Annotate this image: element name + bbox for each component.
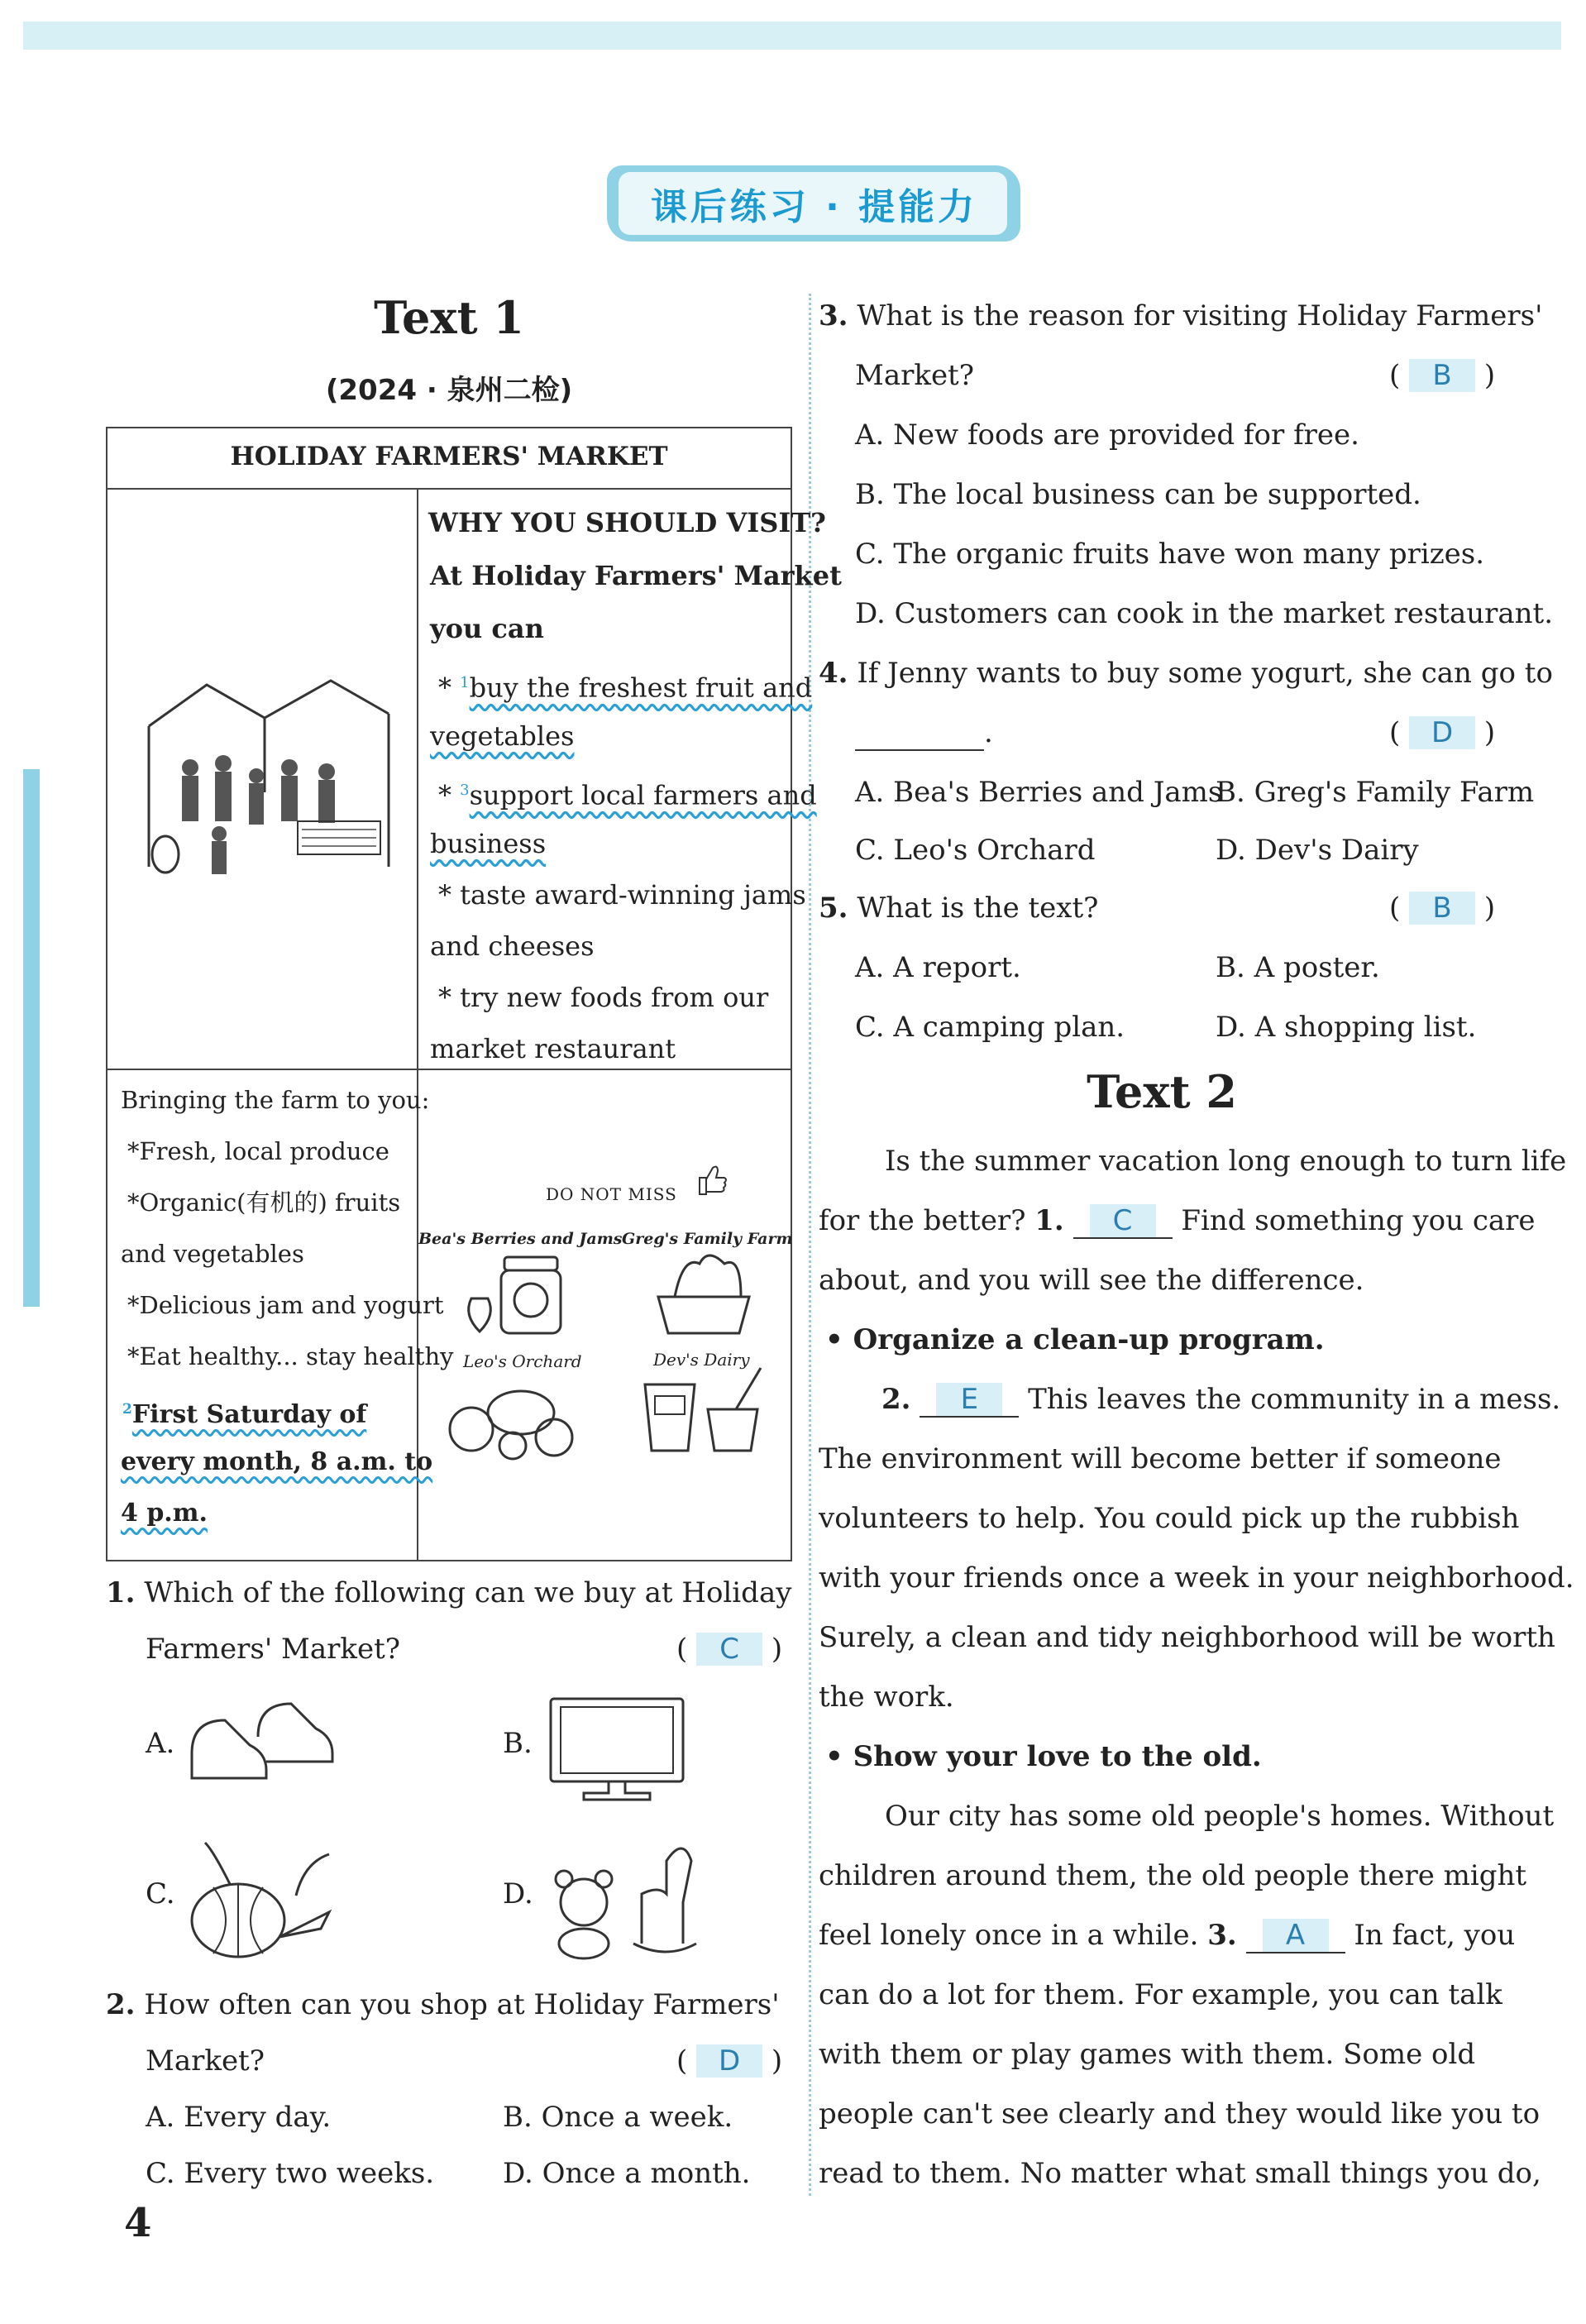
- vegetables-icon: [180, 1838, 337, 1962]
- page-left-tab: [23, 769, 40, 1307]
- q2-option-b[interactable]: B. Once a week.: [503, 2101, 733, 2134]
- why-item-4: * try new foods from our: [438, 982, 769, 1013]
- q3-answer: ( B ): [1389, 359, 1496, 392]
- q3-option-d[interactable]: D. Customers can cook in the market restaurant.: [855, 597, 1554, 630]
- text2-p2-l5: Surely, a clean and tidy neighborhood will be worth: [819, 1621, 1555, 1654]
- q5-stem: 5. What is the text?: [819, 892, 1099, 925]
- q5-option-a[interactable]: A. A report.: [855, 951, 1021, 984]
- text2-p2-l2: The environment will become better if someone: [819, 1442, 1502, 1475]
- text2-p3-l5: with them or play games with them. Some old: [819, 2038, 1476, 2071]
- stall-greg-label: Greg's Family Farm: [622, 1230, 793, 1248]
- farm-basket-icon: [650, 1247, 757, 1338]
- market-time-1: $^2$First Saturday of: [122, 1400, 367, 1429]
- why-intro-2: you can: [430, 613, 544, 644]
- section-banner: [589, 165, 1039, 241]
- q2-answer: ( D ): [676, 2044, 783, 2078]
- page-number: 4: [124, 2200, 152, 2246]
- banner-title: 课后练习 · 提能力: [650, 186, 978, 228]
- why-item-1-cont: vegetables: [430, 720, 575, 752]
- q3-option-b[interactable]: B. The local business can be supported.: [855, 478, 1421, 511]
- q3-stem-2: Market?: [855, 359, 974, 392]
- q1-option-c[interactable]: C.: [146, 1877, 175, 1910]
- text2-p1-l2: for the better? 1. C Find something you care: [819, 1204, 1536, 1237]
- text2-title: Text 2: [1087, 1065, 1237, 1118]
- text2-p2-l6: the work.: [819, 1681, 954, 1714]
- q4-option-c[interactable]: C. Leo's Orchard: [855, 834, 1096, 867]
- q4-option-d[interactable]: D. Dev's Dairy: [1216, 834, 1419, 867]
- bring-item-2: *Organic(有机的) fruits: [127, 1188, 401, 1217]
- q2-option-c[interactable]: C. Every two weeks.: [146, 2157, 435, 2190]
- text2-p3-l1: Our city has some old people's homes. Without: [885, 1800, 1555, 1833]
- shoes-icon: [184, 1695, 341, 1786]
- page-top-band: [23, 22, 1561, 50]
- q1-option-b[interactable]: B.: [503, 1727, 533, 1760]
- why-item-3-cont: and cheeses: [430, 930, 595, 962]
- text2-p2-l1: 2. E This leaves the community in a mess.: [881, 1383, 1561, 1416]
- q3-option-c[interactable]: C. The organic fruits have won many prizes.: [855, 538, 1485, 571]
- why-title: WHY YOU SHOULD VISIT?: [428, 507, 826, 538]
- bring-item-2-cont: and vegetables: [121, 1240, 304, 1268]
- fruit-pile-icon: [438, 1371, 587, 1462]
- q4-stem-2: .: [855, 716, 993, 751]
- text2-p3-l4: can do a lot for them. For example, you can talk: [819, 1978, 1502, 2011]
- market-time-3: 4 p.m.: [121, 1499, 208, 1528]
- market-time-2: every month, 8 a.m. to: [121, 1447, 433, 1476]
- market-poster: [106, 427, 842, 1561]
- text2-p3-l6: people can't see clearly and they would like you to: [819, 2097, 1541, 2130]
- stall-leo-label: Leo's Orchard: [463, 1351, 582, 1371]
- q5-option-d[interactable]: D. A shopping list.: [1216, 1011, 1477, 1044]
- poster-heading: HOLIDAY FARMERS' MARKET: [230, 442, 668, 471]
- text1-source: (2024 · 泉州二检): [325, 374, 573, 407]
- q3-stem-1: 3. What is the reason for visiting Holiday Farmers': [819, 299, 1543, 332]
- bring-item-4: *Eat healthy... stay healthy: [127, 1342, 454, 1370]
- bring-item-3: *Delicious jam and yogurt: [127, 1291, 444, 1319]
- stall-dev-label: Dev's Dairy: [653, 1350, 750, 1370]
- why-item-1: * $^1$buy the freshest fruit and: [438, 672, 813, 704]
- q2-option-d[interactable]: D. Once a month.: [503, 2157, 751, 2190]
- q4-answer: ( D ): [1389, 716, 1496, 749]
- q4-stem-1: 4. If Jenny wants to buy some yogurt, she can go to: [819, 657, 1553, 690]
- q2-stem-2: Market?: [146, 2044, 265, 2078]
- q5-option-c[interactable]: C. A camping plan.: [855, 1011, 1125, 1044]
- tv-icon: [542, 1695, 691, 1803]
- text2-p2-l3: volunteers to help. You could pick up the rubbish: [819, 1502, 1520, 1535]
- q1-option-a[interactable]: A.: [146, 1727, 175, 1760]
- q1-answer: ( C ): [676, 1633, 783, 1666]
- q1-stem-1: 1. Which of the following can we buy at Holiday: [106, 1576, 792, 1609]
- q2-stem-1: 2. How often can you shop at Holiday Farmers': [106, 1988, 780, 2021]
- text2-heading-2: • Show your love to the old.: [825, 1740, 1262, 1773]
- text2-p2-l4: with your friends once a week in your neighborhood.: [819, 1561, 1574, 1595]
- why-intro-1: At Holiday Farmers' Market: [430, 560, 842, 591]
- q3-option-a[interactable]: A. New foods are provided for free.: [855, 418, 1359, 452]
- yogurt-icon: [637, 1360, 769, 1459]
- text2-p1-l1: Is the summer vacation long enough to turn life: [885, 1145, 1567, 1178]
- stall-bea-label: Bea's Berries and Jams: [418, 1230, 623, 1248]
- jam-jar-icon: [455, 1249, 587, 1340]
- q5-answer: ( B ): [1389, 892, 1496, 925]
- thumbs-up-icon: [695, 1161, 728, 1198]
- q5-option-b[interactable]: B. A poster.: [1216, 951, 1380, 984]
- why-item-2: * $^3$support local farmers and: [438, 779, 817, 811]
- why-item-3: * taste award-winning jams: [438, 879, 806, 911]
- do-not-miss: DO NOT MISS: [546, 1184, 677, 1204]
- text1-title: Text 1: [374, 291, 524, 344]
- bringing-title: Bringing the farm to you:: [121, 1086, 430, 1114]
- text2-p3-l2: children around them, the old people there might: [819, 1859, 1527, 1892]
- q4-option-b[interactable]: B. Greg's Family Farm: [1216, 776, 1535, 809]
- toys-icon: [542, 1828, 700, 1960]
- text2-p3-l3: feel lonely once in a while. 3. A In fact, you: [819, 1919, 1516, 1952]
- why-item-2-cont: business: [430, 828, 547, 859]
- bring-item-1: *Fresh, local produce: [127, 1137, 389, 1165]
- q4-option-a[interactable]: A. Bea's Berries and Jams: [855, 776, 1223, 809]
- q1-option-d[interactable]: D.: [503, 1877, 533, 1910]
- market-illustration: [141, 668, 397, 883]
- text2-heading-1: • Organize a clean-up program.: [825, 1323, 1325, 1356]
- why-item-4-cont: market restaurant: [430, 1033, 676, 1064]
- q2-option-a[interactable]: A. Every day.: [146, 2101, 332, 2134]
- text2-p1-l3: about, and you will see the difference.: [819, 1264, 1364, 1297]
- text2-p3-l7: read to them. No matter what small things you do,: [819, 2157, 1541, 2190]
- q1-stem-2: Farmers' Market?: [146, 1633, 400, 1666]
